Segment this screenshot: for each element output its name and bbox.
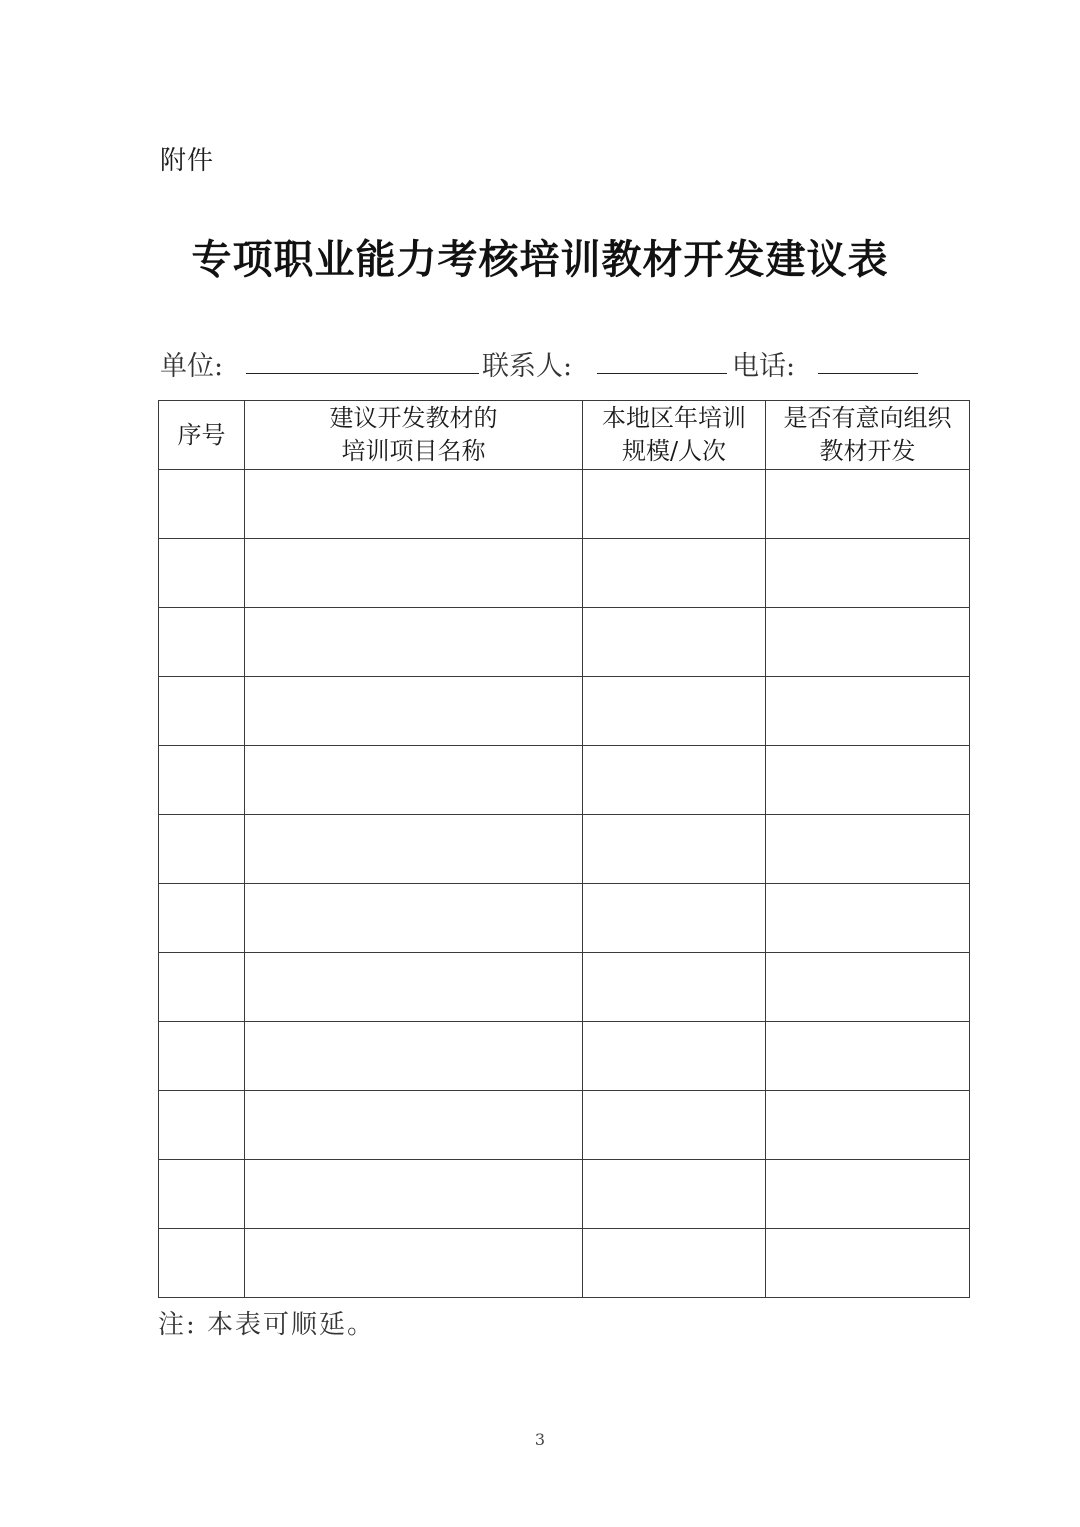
intent-cell[interactable] — [766, 539, 970, 608]
suggestion-table — [158, 400, 970, 1298]
intent-cell[interactable] — [766, 1022, 970, 1091]
header-development-intent: 是否有意向组织 教材开发 — [766, 401, 970, 470]
serial-cell[interactable] — [159, 815, 245, 884]
intent-cell[interactable] — [766, 470, 970, 539]
serial-cell[interactable] — [159, 470, 245, 539]
project-name-cell[interactable] — [245, 746, 583, 815]
intent-cell[interactable] — [766, 608, 970, 677]
project-name-cell[interactable] — [245, 1229, 583, 1298]
page-number: 3 — [534, 1430, 546, 1449]
intent-cell[interactable] — [766, 1229, 970, 1298]
training-scale-cell[interactable] — [583, 815, 766, 884]
table-row — [159, 1160, 970, 1229]
project-name-cell[interactable] — [245, 1022, 583, 1091]
table-row — [159, 815, 970, 884]
contact-label: 联系人: — [482, 351, 573, 382]
unit-field[interactable] — [246, 373, 479, 374]
table-row — [159, 953, 970, 1022]
intent-cell[interactable] — [766, 1160, 970, 1229]
table-row — [159, 1091, 970, 1160]
training-scale-cell[interactable] — [583, 1091, 766, 1160]
serial-cell[interactable] — [159, 608, 245, 677]
footnote: 注: 本表可顺延。 — [158, 1310, 376, 1340]
training-scale-cell[interactable] — [583, 608, 766, 677]
project-name-cell[interactable] — [245, 953, 583, 1022]
header-project-name: 建议开发教材的 培训项目名称 — [245, 401, 583, 470]
training-scale-cell[interactable] — [583, 1022, 766, 1091]
intent-cell[interactable] — [766, 953, 970, 1022]
training-scale-cell[interactable] — [583, 539, 766, 608]
intent-cell[interactable] — [766, 815, 970, 884]
project-name-cell[interactable] — [245, 539, 583, 608]
header-training-scale: 本地区年培训 规模/人次 — [583, 401, 766, 470]
serial-cell[interactable] — [159, 539, 245, 608]
header-row — [159, 401, 970, 470]
table-row — [159, 470, 970, 539]
serial-cell[interactable] — [159, 953, 245, 1022]
serial-cell[interactable] — [159, 884, 245, 953]
contact-field[interactable] — [597, 373, 727, 374]
training-scale-cell[interactable] — [583, 1160, 766, 1229]
phone-label: 电话: — [732, 351, 796, 382]
project-name-cell[interactable] — [245, 608, 583, 677]
training-scale-cell[interactable] — [583, 677, 766, 746]
intent-cell[interactable] — [766, 884, 970, 953]
training-scale-cell[interactable] — [583, 746, 766, 815]
project-name-cell[interactable] — [245, 815, 583, 884]
table-row — [159, 884, 970, 953]
table-row — [159, 677, 970, 746]
attachment-label: 附件 — [160, 146, 215, 176]
page-title: 专项职业能力考核培训教材开发建议表 — [191, 237, 889, 283]
project-name-cell[interactable] — [245, 677, 583, 746]
intent-cell[interactable] — [766, 677, 970, 746]
training-scale-cell[interactable] — [583, 953, 766, 1022]
serial-cell[interactable] — [159, 677, 245, 746]
unit-label: 单位: — [160, 351, 224, 382]
table-row — [159, 1022, 970, 1091]
intent-cell[interactable] — [766, 1091, 970, 1160]
training-scale-cell[interactable] — [583, 470, 766, 539]
training-scale-cell[interactable] — [583, 1229, 766, 1298]
project-name-cell[interactable] — [245, 1091, 583, 1160]
serial-cell[interactable] — [159, 1160, 245, 1229]
table-row — [159, 746, 970, 815]
intent-cell[interactable] — [766, 746, 970, 815]
project-name-cell[interactable] — [245, 884, 583, 953]
table-body — [159, 470, 970, 1298]
serial-cell[interactable] — [159, 1229, 245, 1298]
table-row — [159, 1229, 970, 1298]
header-serial-number: 序号 — [159, 401, 245, 470]
phone-field[interactable] — [818, 373, 918, 374]
project-name-cell[interactable] — [245, 470, 583, 539]
project-name-cell[interactable] — [245, 1160, 583, 1229]
serial-cell[interactable] — [159, 1091, 245, 1160]
training-scale-cell[interactable] — [583, 884, 766, 953]
serial-cell[interactable] — [159, 746, 245, 815]
info-row — [160, 338, 920, 382]
table-row — [159, 539, 970, 608]
serial-cell[interactable] — [159, 1022, 245, 1091]
table-row — [159, 608, 970, 677]
